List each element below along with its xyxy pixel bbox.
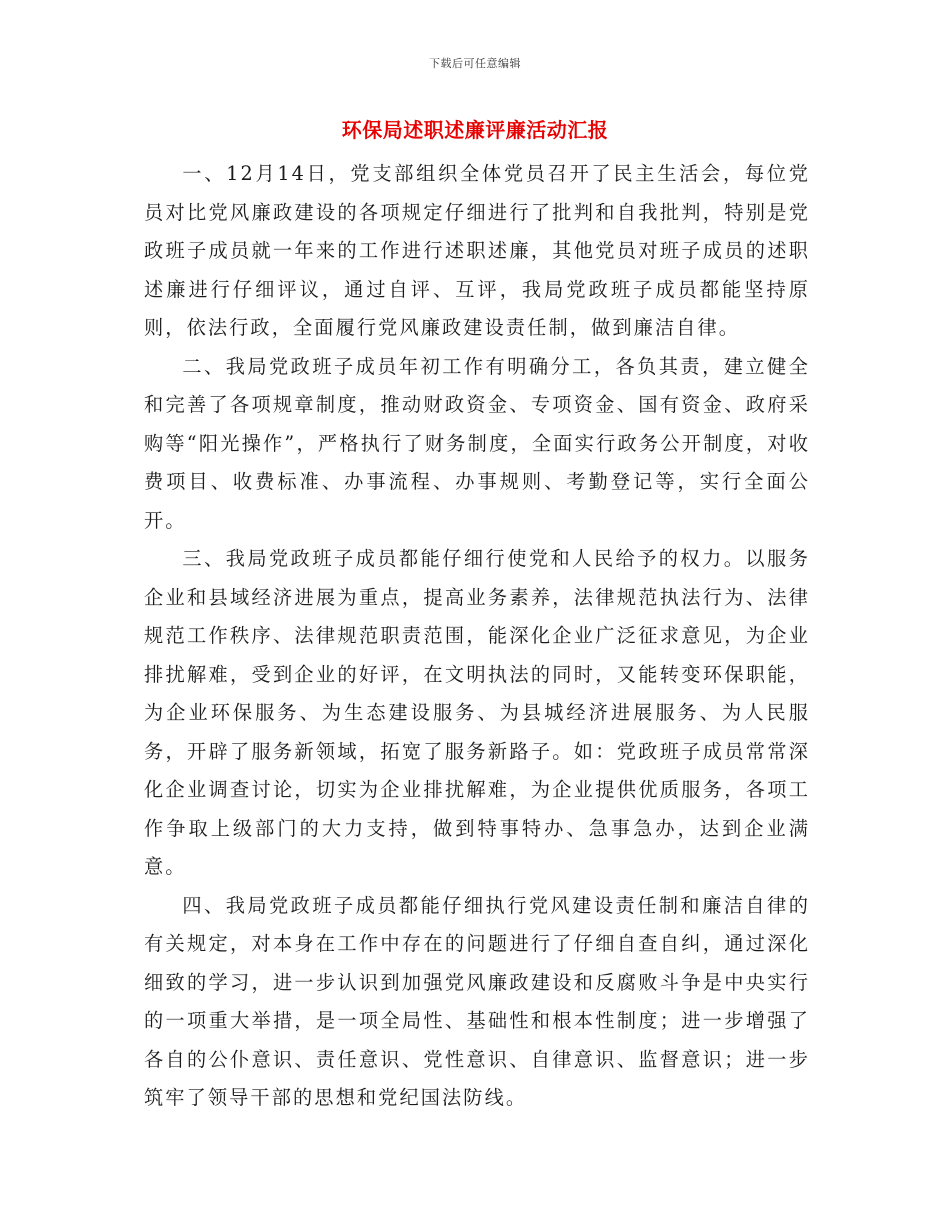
paragraph-2: 二、我局党政班子成员年初工作有明确分工，各负其责，建立健全和完善了各项规章制度，推动财政资金、专项资金、国有资金、政府采购等“阳光操作”，严格执行了财务制度，全面实行政务公开制度，对收费项目、收费标准、办事流程、办事规则、考勤登记等，实行全面公开。 — [144, 354, 810, 532]
paragraph-1: 一、12月14日，党支部组织全体党员召开了民主生活会，每位党员对比党风廉政建设的各项规定仔细进行了批判和自我批判，特别是党政班子成员就一年来的工作进行述职述廉，其他党员对班子成员的述职述廉进行仔细评议，通过自评、互评，我局党政班子成员都能坚持原则，依法行政，全面履行党风廉政建设责任制，做到廉洁自律。 — [144, 162, 810, 339]
header-note: 下载后可任意编辑 — [429, 57, 521, 70]
document-body — [144, 155, 810, 1118]
paragraph-4: 四、我局党政班子成员都能仔细执行党风建设责任制和廉洁自律的有关规定，对本身在工作中存在的问题进行了仔细自查自纠，通过深化细致的学习，进一步认识到加强党风廉政建设和反腐败斗争是中央实行的一项重大举措，是一项全局性、基础性和根本性制度；进一步增强了各自的公仆意识、责任意识、党性意识、自律意识、监督意识；进一步筑牢了领导干部的思想和党纪国法防线。 — [144, 893, 810, 1109]
paragraph-3: 三、我局党政班子成员都能仔细行使党和人民给予的权力。以服务企业和县域经济进展为重点，提高业务素养，法律规范执法行为、法律规范工作秩序、法律规范职责范围，能深化企业广泛征求意见，为企业排扰解难，受到企业的好评，在文明执法的同时，又能转变环保职能，为企业环保服务、为生态建设服务、为县城经济进展服务、为人民服务，开辟了服务新领域，拓宽了服务新路子。如：党政班子成员常常深化企业调查讨论，切实为企业排扰解难，为企业提供优质服务，各项工作争取上级部门的大力支持，做到特事特办、急事急办，达到企业满意。 — [144, 547, 810, 878]
document-title: 环保局述职述廉评廉活动汇报 — [341, 118, 609, 142]
